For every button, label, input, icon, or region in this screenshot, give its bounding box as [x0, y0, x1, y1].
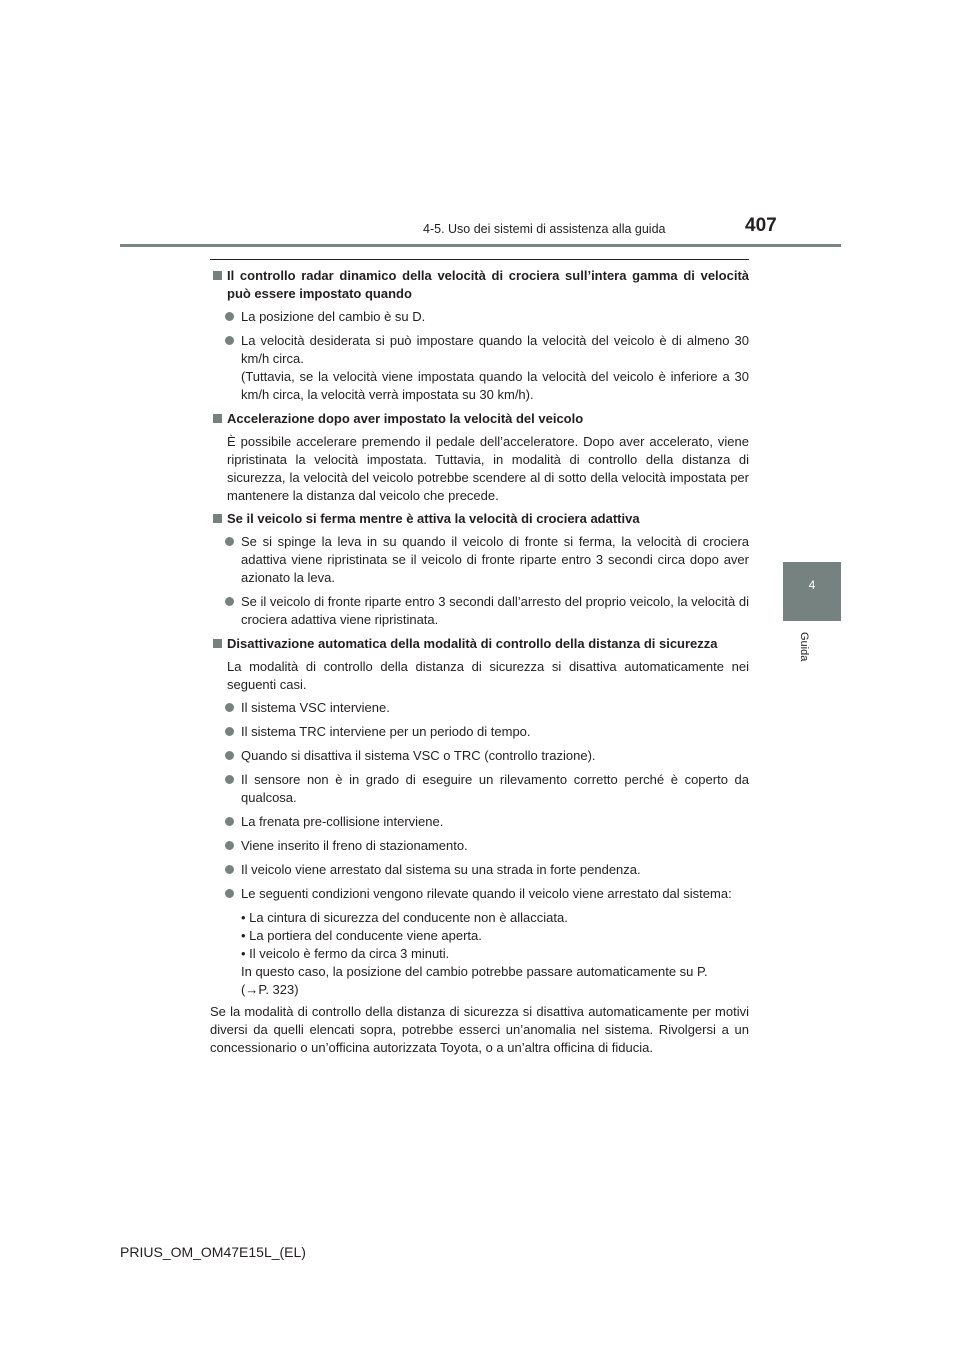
bullet-text: (Tuttavia, se la velocità viene impostata quando la velocità del veicolo è inferiore a 30 km/h circa, la velocità verrà impostata su 30 km/h). [241, 369, 749, 402]
bullet-item: Viene inserito il freno di stazionamento. [210, 837, 749, 855]
sub-item: • La cintura di sicurezza del conducente non è allacciata. [241, 910, 568, 925]
sub-item: • Il veicolo è fermo da circa 3 minuti. [241, 946, 450, 961]
bullet-item: La frenata pre-collisione interviene. [210, 813, 749, 831]
chapter-tab [783, 562, 841, 621]
page-content [210, 267, 749, 1061]
header-rule [120, 244, 841, 247]
bullet-item: La posizione del cambio è su D. [210, 308, 749, 326]
heading-square-icon: Se il veicolo si ferma mentre è attiva la velocità di crociera adattiva [210, 510, 749, 528]
bullet-item: Le seguenti condizioni vengono rilevate quando il veicolo viene arrestato dal sistema: [210, 885, 749, 903]
page-reference: (→P. 323) [241, 982, 299, 997]
bullet-item: Il sistema VSC interviene. [210, 699, 749, 717]
sub-note: In questo caso, la posizione del cambio potrebbe passare automaticamente su P. [241, 964, 708, 979]
chapter-number: 4 [808, 578, 816, 592]
bullet-item: Se si spinge la leva in su quando il veicolo di fronte si ferma, la velocità di crociera adattiva viene ripristinata se il veicolo di fronte riparte entro 3 secondi circa dopo aver azionato la leva. [210, 533, 749, 587]
document-code: PRIUS_OM_OM47E15L_(EL) [120, 1244, 306, 1260]
bullet-item: Il sistema TRC interviene per un periodo di tempo. [210, 723, 749, 741]
bullet-item: Se il veicolo di fronte riparte entro 3 secondi dall’arresto del proprio veicolo, la velocità di crociera adattiva viene ripristinata. [210, 593, 749, 629]
closing-paragraph: Se la modalità di controllo della distanza di sicurezza si disattiva automaticamente per motivi diversi da quelli elencati sopra, potrebbe esserci un’anomalia nel sistema. Rivolgersi a un concessionario o un’officina autorizzata Toyota, o a un’altra officina di fiducia. [210, 1004, 749, 1055]
heading-square-icon: Accelerazione dopo aver impostato la velocità del veicolo [210, 410, 749, 428]
sub-list [210, 909, 749, 999]
bullet-item: Quando si disattiva il sistema VSC o TRC (controllo trazione). [210, 747, 749, 765]
chapter-label: Guida [798, 632, 810, 662]
paragraph: La modalità di controllo della distanza di sicurezza si disattiva automaticamente nei seguenti casi. [227, 659, 749, 692]
section-title: 4-5. Uso dei sistemi di assistenza alla guida [423, 222, 666, 236]
bullet-text: La velocità desiderata si può impostare quando la velocità del veicolo è di almeno 30 km/h circa. [241, 333, 749, 366]
paragraph: È possibile accelerare premendo il pedale dell’acceleratore. Dopo aver accelerato, viene ripristinata la velocità impostata. Tuttavia, in modalità di controllo della distanza di sicurezza, la velocità del veicolo potrebbe scendere al di sotto della velocità impostata per mantenere la distanza dal veicolo che precede. [227, 434, 749, 503]
bullet-item: Il veicolo viene arrestato dal sistema su una strada in forte pendenza. [210, 861, 749, 879]
page-number: 407 [745, 215, 777, 236]
heading-square-icon: Disattivazione automatica della modalità di controllo della distanza di sicurezza [210, 635, 749, 653]
heading-square-icon: Il controllo radar dinamico della velocità di crociera sull’intera gamma di velocità può essere impostato quando [210, 267, 749, 303]
bullet-item: Il sensore non è in grado di eseguire un rilevamento corretto perché è coperto da qualcosa. [210, 771, 749, 807]
bullet-item [210, 332, 749, 404]
content-rule [210, 259, 749, 260]
sub-item: • La portiera del conducente viene aperta. [241, 928, 482, 943]
